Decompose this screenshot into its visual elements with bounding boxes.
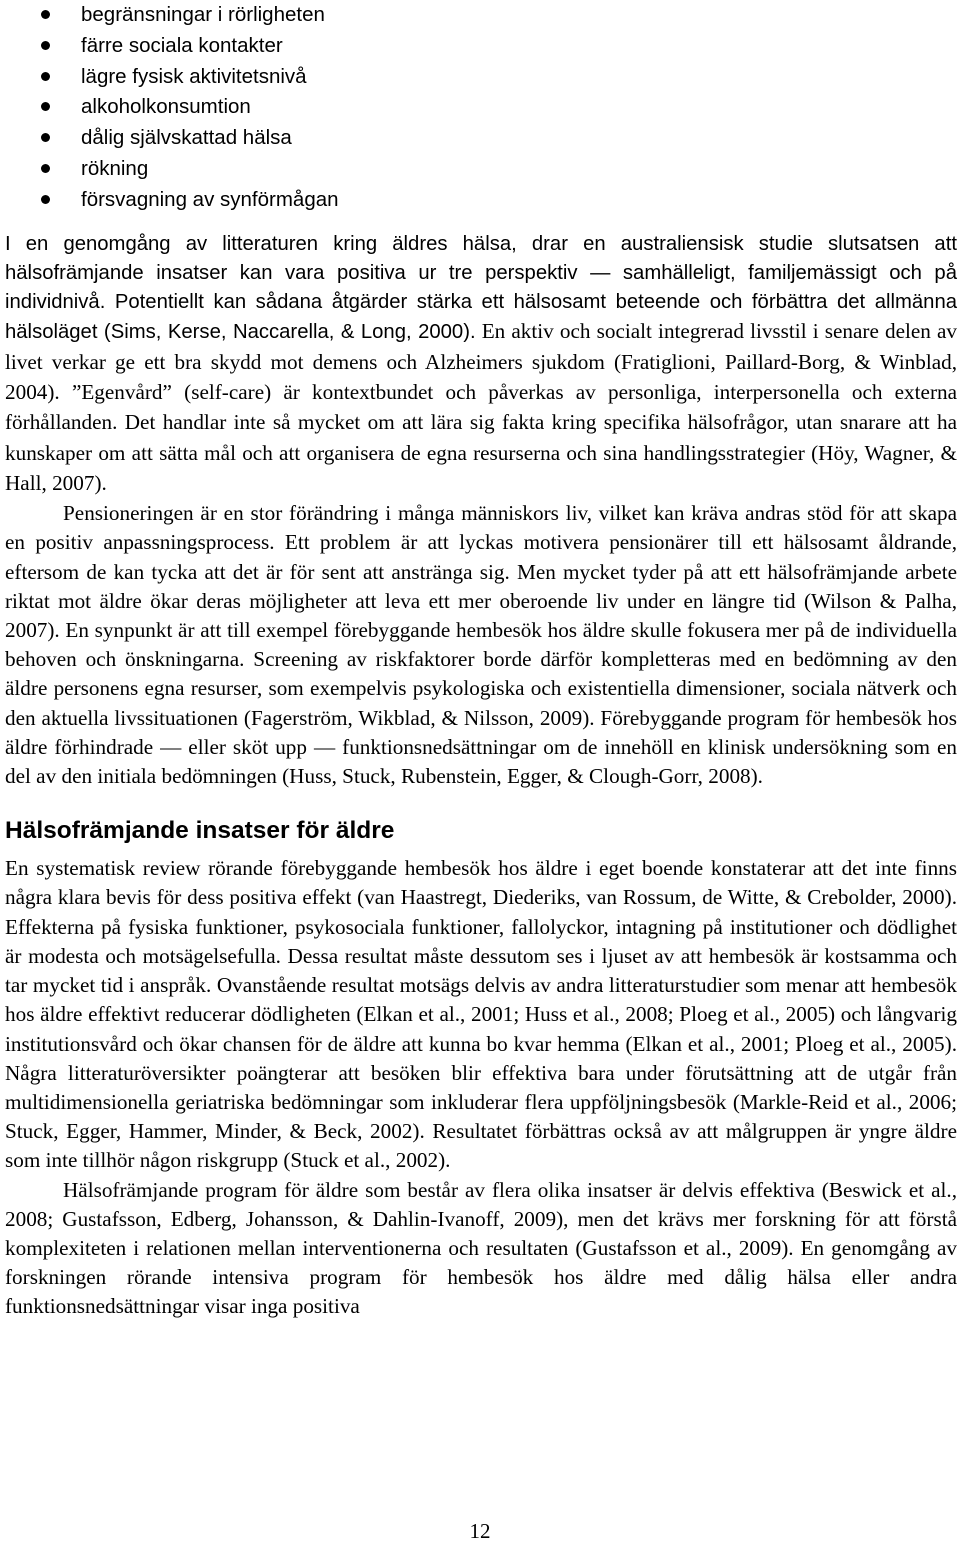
list-item-text: rökning	[81, 156, 149, 180]
list-item	[5, 62, 957, 93]
list-item-text: dålig självskattad hälsa	[81, 126, 292, 150]
paragraph-1-sans-text: I en genomgång av litteraturen kring äldres hälsa, drar en australiensisk studie slutsatsen att hälsofrämjande insatser kan vara positiva ur tre perspektiv — samhälleligt, familjemässigt och på individnivå. Potentiellt kan sådana åtgärder stärka ett hälsosamt beteende och förbättra det allmänna hälsoläget (Sims, Kerse, Naccarella, & Long, 2000).	[5, 232, 957, 344]
list-item	[5, 31, 957, 62]
bullet-icon	[41, 164, 50, 173]
list-item	[5, 154, 957, 185]
list-item-text: begränsningar i rörligheten	[81, 3, 325, 26]
body-paragraph-1	[5, 230, 957, 500]
bullet-icon	[41, 195, 50, 204]
bullet-icon	[41, 102, 50, 111]
list-item	[5, 185, 957, 216]
document-page	[5, 0, 957, 1322]
list-item-text: alkoholkonsumtion	[81, 95, 251, 119]
list-item-text: försvagning av synförmågan	[81, 187, 339, 211]
risk-factor-list	[5, 0, 957, 216]
list-item	[5, 123, 957, 154]
paragraph-1-serif-text: En aktiv och socialt integrerad livsstil i senare delen av livet verkar ge ett bra skydd mot demens och Alzheimers sjukdom (Fratiglioni, Paillard-Borg, & Winblad, 2004). ”Egenvård” (self-care) är kontextbundet och påverkas av personliga, interpersonella och externa förhållanden. Det handlar inte så mycket om att lära sig fakta kring specifika hälsofrågor, utan snarare att ha kunskaper om att sätta mål och att organisera de egna resurserna och sina handlingsstrategier (Höy, Wagner, & Hall, 2007).	[5, 319, 957, 495]
body-paragraph-4: Hälsofrämjande program för äldre som består av flera olika insatser är delvis effektiva (Beswick et al., 2008; Gustafsson, Edberg, Johansson, & Dahlin-Ivanoff, 2009), men det krävs mer forskning för att förstå komplexiteten i relationen mellan interventionerna och resultaten (Gustafsson et al., 2009). En genomgång av forskningen rörande intensiva program för hembesök hos äldre med dålig hälsa eller andra funktionsnedsättningar visar inga positiva	[5, 1177, 957, 1319]
list-item	[5, 92, 957, 123]
body-paragraph-3: En systematisk review rörande förebyggande hembesök hos äldre i eget boende konstaterar att det inte finns några klara bevis för dess positiva effekt (van Haastregt, Diederiks, van Rossum, de Witte, & Crebolder, 2000). Effekterna på fysiska funktioner, psykosociala funktioner, fallolyckor, intagning på institutioner och dödlighet är modesta och motsägelsefulla. Dessa resultat måste dessutom ses i ljuset av att hembesök är kostsamma och tar mycket tid i anspråk. Ovanstående resultat motsägs delvis av andra litteraturstudier som menar att hembesök hos äldre effektivt reducerar dödligheten (Elkan et al., 2001; Huss et al., 2008; Ploeg et al., 2005) och långvarig institutionsvård och ökar chansen för de äldre att kunna bo kvar hemma (Elkan et al., 2001; Ploeg et al., 2005). Några litteraturöversikter poängterar att besöken blir effektiva bara under förutsättning att de utgår från multidimensionella geriatriska bedömningar som inkluderar flera uppföljningsbesök (Markle-Reid et al., 2006; Stuck, Egger, Hammer, Minder, & Beck, 2002). Resultatet förbättras också av att målgruppen är yngre äldre som inte tillhör någon riskgrupp (Stuck et al., 2002).	[5, 856, 957, 1173]
list-item-text: lägre fysisk aktivitetsnivå	[81, 64, 307, 88]
bullet-icon	[41, 10, 50, 19]
page-number: 12	[469, 1519, 491, 1543]
bullet-icon	[41, 41, 50, 50]
list-item	[5, 0, 957, 31]
list-item-text: färre sociala kontakter	[81, 33, 283, 57]
bullet-icon	[41, 133, 50, 142]
body-paragraph-2: Pensioneringen är en stor förändring i många människors liv, vilket kan kräva andras stöd för att skapa en positiv anpassningsprocess. Ett problem är att lyckas motivera pensionärer till ett hälsosamt åldrande, eftersom de kan tycka att det är för sent att anstränga sig. Men mycket tyder på att ett hälsofrämjande arbete riktat mot äldre ökar deras möjligheter att leva ett mer oberoende liv under en längre tid (Wilson & Palha, 2007). En synpunkt är att till exempel förebyggande hembesök hos äldre skulle fokusera mer på de individuella behoven och önskningarna. Screening av riskfaktorer borde därför kompletteras med en bedömning av den äldre personens egna resurser, som exempelvis psykologiska och existentiella dimensioner, sociala nätverk och den aktuella livssituationen (Fagerström, Wikblad, & Nilsson, 2009). Förebyggande program för hembesök hos äldre förhindrade — eller sköt upp — funktionsnedsättningar om de innehöll en klinisk undersökning som en del av den initiala bedömningen (Huss, Stuck, Rubenstein, Egger, & Clough-Gorr, 2008).	[5, 501, 957, 789]
section-heading: Hälsofrämjande insatser för äldre	[5, 817, 395, 845]
bullet-icon	[41, 72, 50, 81]
